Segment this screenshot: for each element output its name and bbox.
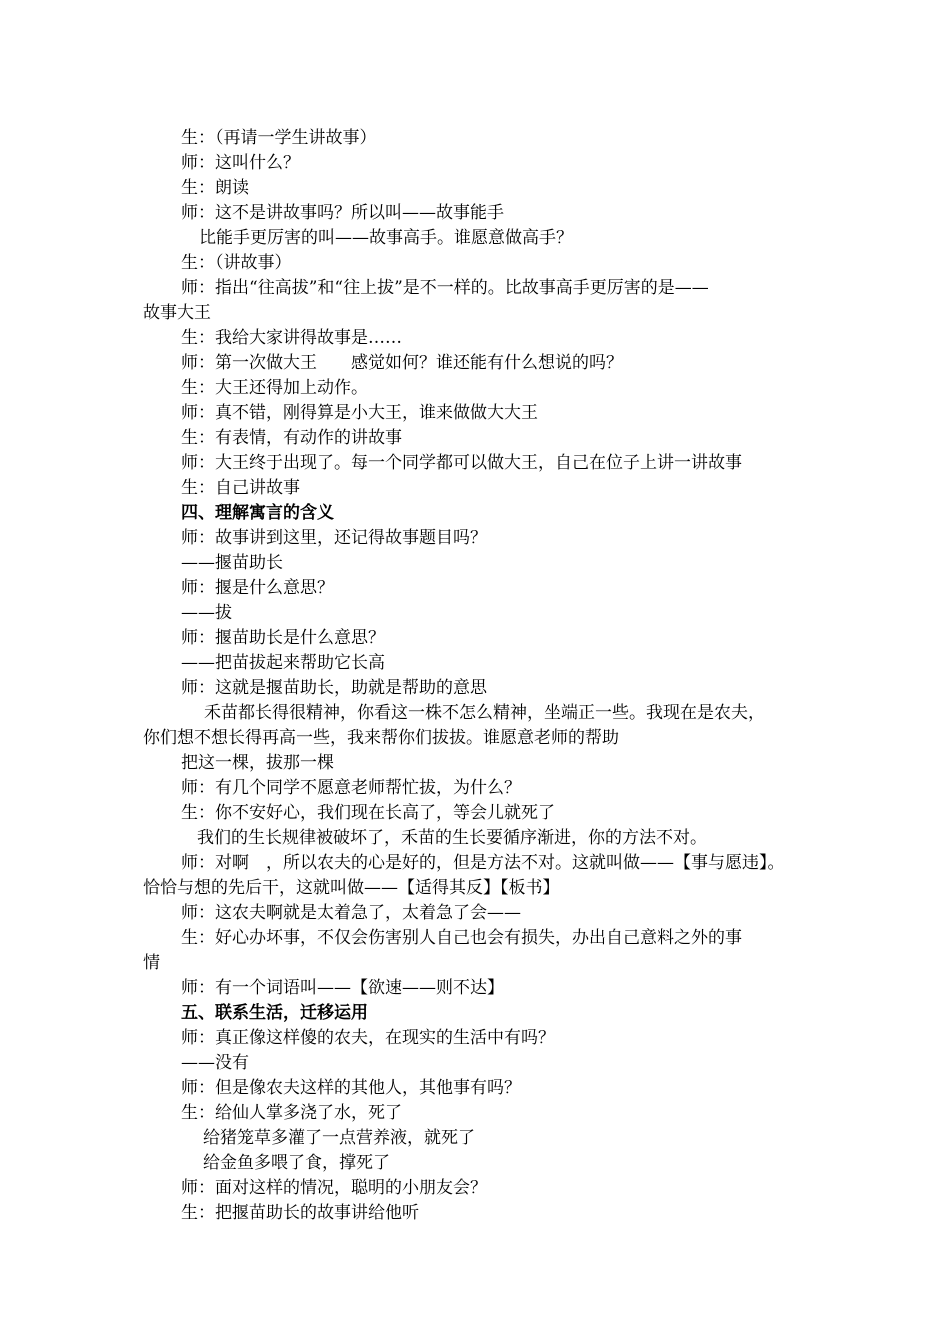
text-line: 师：大王终于出现了。每一个同学都可以做大王，自己在位子上讲一讲故事 — [181, 453, 742, 473]
text-line: 情 — [143, 953, 160, 973]
section-heading: 四、理解寓言的含义 — [181, 503, 334, 523]
text-line: 师：面对这样的情况，聪明的小朋友会？ — [181, 1178, 487, 1198]
text-line: 比能手更厉害的叫——故事高手。谁愿意做高手？ — [199, 228, 573, 248]
text-line: ——揠苗助长 — [181, 553, 283, 573]
section-heading: 五、联系生活，迁移运用 — [181, 1003, 368, 1023]
text-line: 生：我给大家讲得故事是…… — [181, 328, 402, 348]
text-line: 生：把揠苗助长的故事讲给他听 — [181, 1203, 419, 1223]
text-line: 师：对啊 ，所以农夫的心是好的，但是方法不对。这就叫做——【事与愿违】。 — [181, 853, 785, 873]
text-line: 给猪笼草多灌了一点营养液，就死了 — [203, 1128, 475, 1148]
text-line: 师：第一次做大王 感觉如何？谁还能有什么想说的吗？ — [181, 353, 623, 373]
text-line: 师：揠苗助长是什么意思？ — [181, 628, 385, 648]
text-line: 把这一棵，拔那一棵 — [181, 753, 334, 773]
text-line: 师：有一个词语叫——【欲速——则不达】 — [181, 978, 504, 998]
text-line: 生：（讲故事） — [181, 253, 292, 273]
text-line: 师：揠是什么意思？ — [181, 578, 334, 598]
text-line: 禾苗都长得很精神，你看这一株不怎么精神，坐端正一些。我现在是农夫， — [204, 703, 765, 723]
text-line: 师：真正像这样傻的农夫，在现实的生活中有吗？ — [181, 1028, 555, 1048]
text-line: 我们的生长规律被破坏了，禾苗的生长要循序渐进，你的方法不对。 — [197, 828, 707, 848]
text-line: 师：这叫什么？ — [181, 153, 300, 173]
text-line: 生：大王还得加上动作。 — [181, 378, 368, 398]
text-line: 给金鱼多喂了食，撑死了 — [203, 1153, 390, 1173]
text-line: ——拔 — [181, 603, 232, 623]
text-line: ——把苗拔起来帮助它长高 — [181, 653, 385, 673]
text-line: 生：朗读 — [181, 178, 249, 198]
text-line: 师：这农夫啊就是太着急了，太着急了会—— — [181, 903, 521, 923]
text-line: 生：你不安好心，我们现在长高了，等会儿就死了 — [181, 803, 555, 823]
text-line: 师：这不是讲故事吗？所以叫——故事能手 — [181, 203, 504, 223]
text-line: 生：有表情，有动作的讲故事 — [181, 428, 402, 448]
text-line: 师：指出“往高拔”和“往上拔”是不一样的。比故事高手更厉害的是—— — [181, 278, 709, 298]
text-line: 师：真不错，刚得算是小大王，谁来做做大大王 — [181, 403, 538, 423]
text-line: 师：但是像农夫这样的其他人，其他事有吗？ — [181, 1078, 521, 1098]
text-line: 恰恰与想的先后干，这就叫做——【适得其反】【板书】 — [143, 878, 560, 898]
text-line: ——没有 — [181, 1053, 249, 1073]
text-line: 生：（再请一学生讲故事） — [181, 128, 377, 148]
text-line: 生：给仙人掌多浇了水，死了 — [181, 1103, 402, 1123]
text-line: 你们想不想长得再高一些，我来帮你们拔拔。谁愿意老师的帮助 — [143, 728, 619, 748]
text-line: 师：有几个同学不愿意老师帮忙拔，为什么？ — [181, 778, 521, 798]
text-line: 师：这就是揠苗助长，助就是帮助的意思 — [181, 678, 487, 698]
text-line: 师：故事讲到这里，还记得故事题目吗？ — [181, 528, 487, 548]
text-line: 生：好心办坏事，不仅会伤害别人自己也会有损失，办出自己意料之外的事 — [181, 928, 742, 948]
text-line: 生：自己讲故事 — [181, 478, 300, 498]
text-line: 故事大王 — [143, 303, 211, 323]
